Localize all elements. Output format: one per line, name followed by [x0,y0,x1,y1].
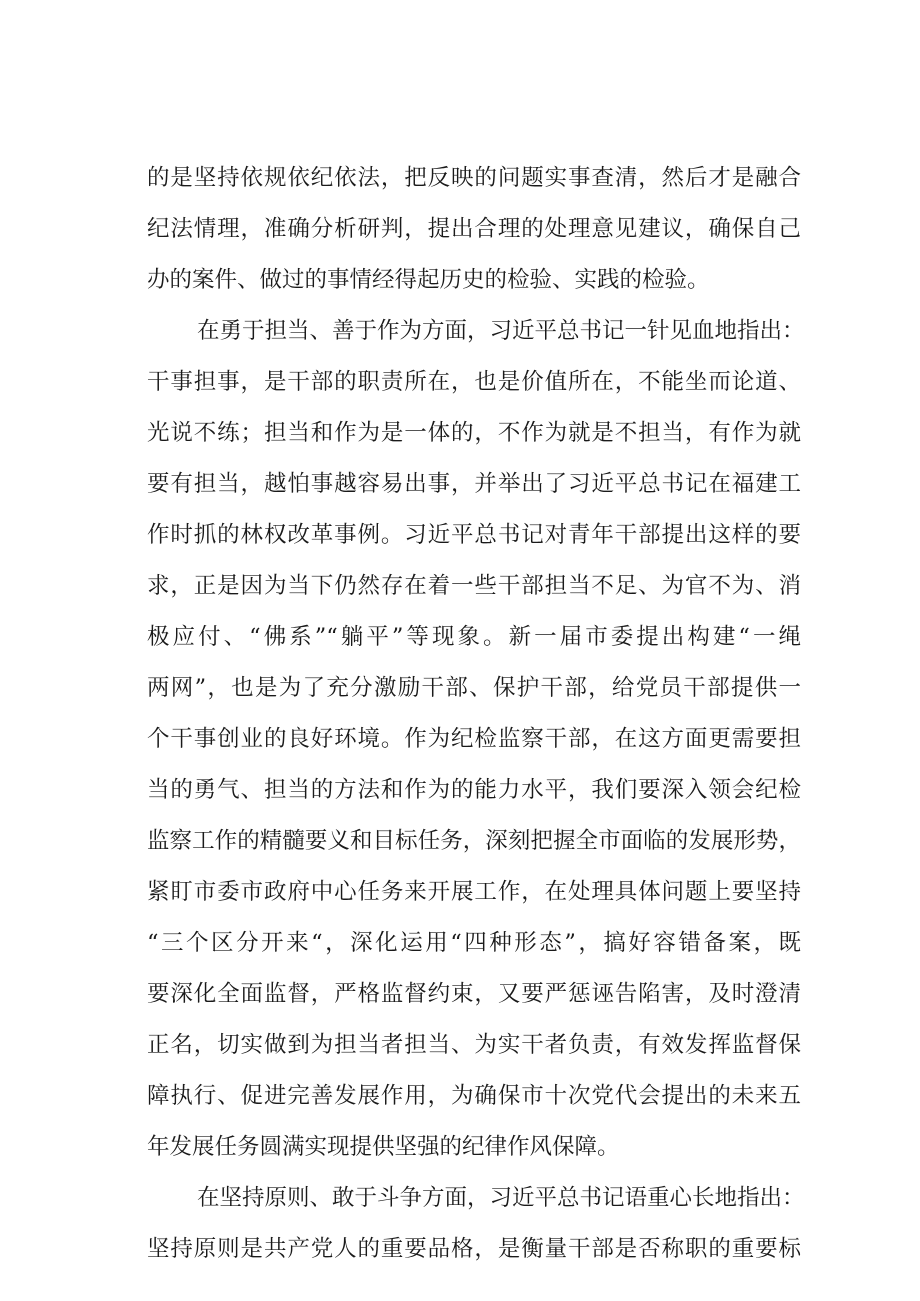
text-line: 年发展任务圆满实现提供坚强的纪律作风保障。 [147,1134,620,1160]
text-line: 求，正是因为当下仍然存在着一些干部担当不足、为官不为、消 [147,573,801,599]
text-line: 办的案件、做过的事情经得起历史的检验、实践的检验。 [147,267,710,293]
text-line: 光说不练；担当和作为是一体的，不作为就是不担当，有作为就 [147,420,801,446]
text-line: 极应付、“佛系”“躺平”等现象。新一届市委提出构建“一绳 [147,624,801,650]
text-line: “三个区分开来“，深化运用“四种形态”，搞好容错备案，既 [147,930,801,956]
text-line: 两网”，也是为了充分激励干部、保护干部，给党员干部提供一 [147,675,801,701]
text-line: 正名，切实做到为担当者担当、为实干者负责，有效发挥监督保 [147,1032,801,1058]
text-line: 监察工作的精髓要义和目标任务，深刻把握全市面临的发展形势， [147,828,801,854]
text-line: 纪法情理，准确分析研判，提出合理的处理意见建议，确保自己 [147,216,801,242]
text-line: 障执行、促进完善发展作用，为确保市十次党代会提出的未来五 [147,1083,801,1109]
text-line: 的是坚持依规依纪依法，把反映的问题实事查清，然后才是融合 [147,165,801,191]
text-line: 当的勇气、担当的方法和作为的能力水平，我们要深入领会纪检 [147,777,801,803]
document-body [147,153,805,1275]
text-line: 作时抓的林权改革事例。习近平总书记对青年干部提出这样的要 [147,522,801,548]
text-line: 要有担当，越怕事越容易出事，并举出了习近平总书记在福建工 [147,471,801,497]
text-line: 在勇于担当、善于作为方面，习近平总书记一针见血地指出： [197,318,805,344]
text-line: 坚持原则是共产党人的重要品格，是衡量干部是否称职的重要标 [147,1236,801,1262]
text-line: 在坚持原则、敢于斗争方面，习近平总书记语重心长地指出： [197,1185,805,1211]
text-line: 紧盯市委市政府中心任务来开展工作，在处理具体问题上要坚持 [147,879,801,905]
text-line: 干事担事，是干部的职责所在，也是价值所在，不能坐而论道、 [147,369,801,395]
text-line: 个干事创业的良好环境。作为纪检监察干部，在这方面更需要担 [147,726,801,752]
text-line: 要深化全面监督，严格监督约束，又要严惩诬告陷害，及时澄清 [147,981,801,1007]
